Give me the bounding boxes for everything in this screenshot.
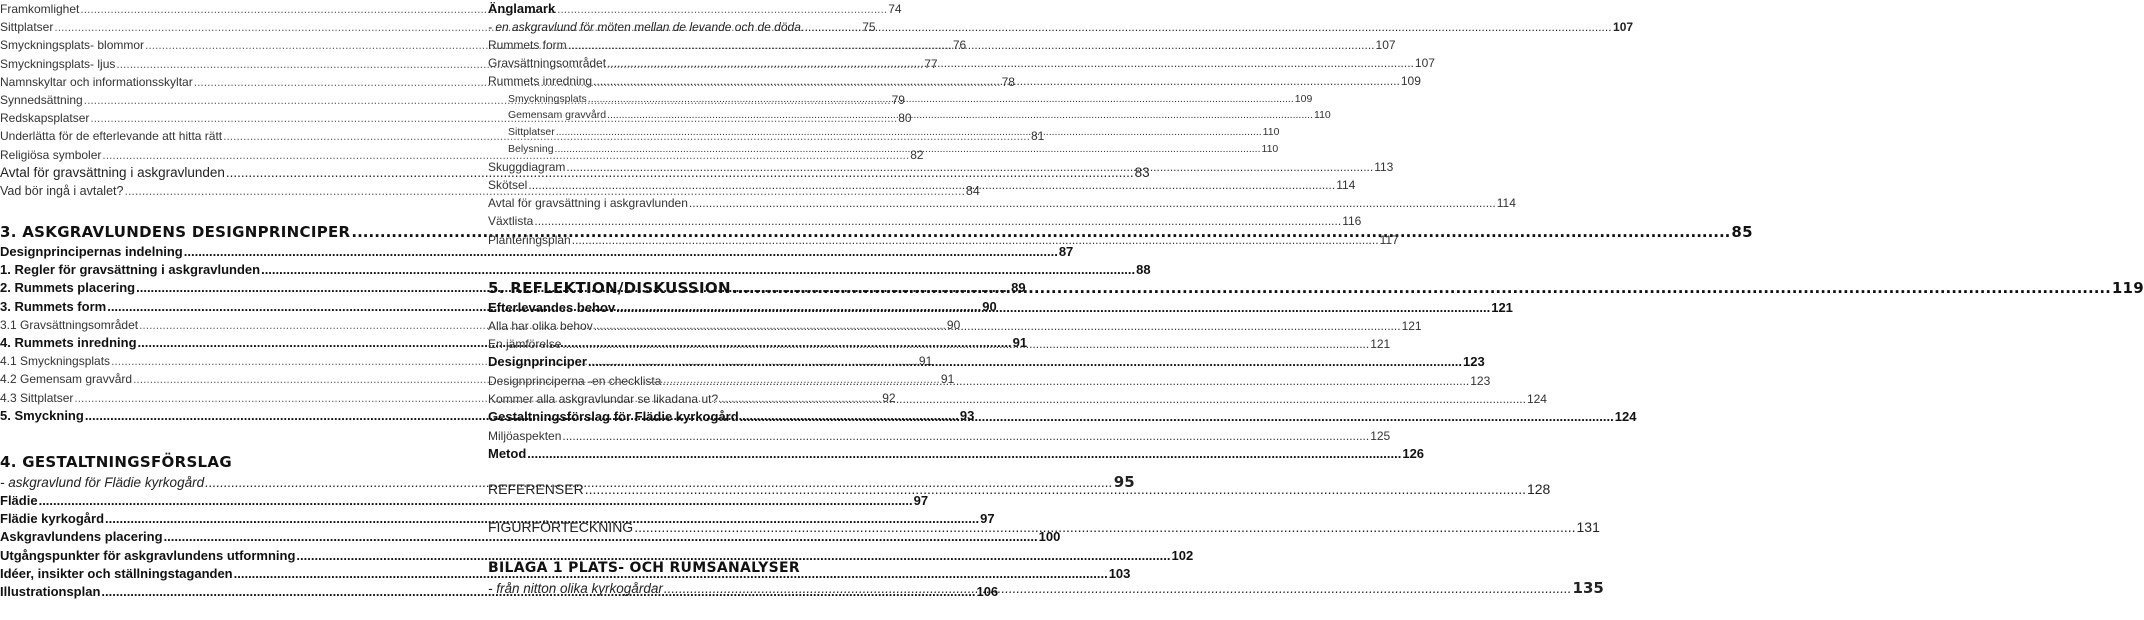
- toc-entry[interactable]: Metod ..... 126: [488, 445, 957, 463]
- toc-heading-anglamark[interactable]: Änglamark: [488, 1, 556, 16]
- toc-entry-vad[interactable]: Vad bör ingå i avtalet? ..... 84: [0, 182, 446, 200]
- toc-entry[interactable]: Designprincipernas indelning ..... 87: [0, 243, 446, 261]
- toc-entry[interactable]: Illustrationsplan ..... 106: [0, 583, 446, 601]
- toc-entry[interactable]: Rummets inredning ..... 109: [488, 72, 957, 90]
- toc-entry[interactable]: Kommer alla askgravlundar se likadana ut? ..... 124: [488, 390, 957, 408]
- toc-entry-figurforteckning[interactable]: FIGURFÖRTECKNING ..... 131: [488, 517, 957, 537]
- toc-entry[interactable]: 4.3 Sittplatser ..... 92: [0, 389, 446, 407]
- toc-entry[interactable]: Alla har olika behov ..... 121: [488, 317, 957, 335]
- toc-entry[interactable]: Smyckningsplats- blommor ..... 76: [0, 36, 446, 54]
- toc-heading-section-4[interactable]: 4. GESTALTNINGSFÖRSLAG: [0, 452, 232, 471]
- toc-entry[interactable]: Utgångspunkter för askgravlundens utformning ..... 102: [0, 547, 446, 565]
- toc-entry[interactable]: Gestaltningsförslag för Flädie kyrkogård ..... 124: [488, 408, 957, 426]
- toc-entry[interactable]: Växtlista ..... 116: [488, 212, 957, 230]
- toc-entry[interactable]: Flädie ..... 97: [0, 492, 446, 510]
- toc-entry[interactable]: Smyckningsplats ..... 109: [488, 91, 957, 108]
- toc-entry[interactable]: 5. Smyckning ..... 93: [0, 407, 446, 425]
- toc-entry[interactable]: 1. Regler för gravsättning i askgravlunden ..... 88: [0, 261, 446, 279]
- toc-entry-referenser[interactable]: REFERENSER ..... 128: [488, 479, 957, 499]
- toc-entry[interactable]: Belysning ..... 110: [488, 141, 957, 158]
- toc-entry[interactable]: Underlätta för de efterlevande att hitta rätt ..... 81: [0, 127, 446, 145]
- toc-entry[interactable]: Sittplatser ..... 75: [0, 18, 446, 36]
- toc-entry[interactable]: Avtal för gravsättning i askgravlunden ..... 114: [488, 194, 957, 212]
- toc-entry[interactable]: 4.2 Gemensam gravvård ..... 91: [0, 370, 446, 388]
- toc-entry[interactable]: 3. Rummets form ..... 90: [0, 298, 446, 316]
- toc-entry[interactable]: Synnedsättning ..... 79: [0, 91, 446, 109]
- toc-entry[interactable]: 4.1 Smyckningsplats ..... 91: [0, 352, 446, 370]
- toc-entry[interactable]: Redskapsplatser ..... 80: [0, 109, 446, 127]
- toc-entry[interactable]: 4. Rummets inredning ..... 91: [0, 334, 446, 352]
- toc-entry[interactable]: Gravsättningsområdet ..... 107: [488, 54, 957, 72]
- toc-entry[interactable]: Sittplatser ..... 110: [488, 124, 957, 141]
- toc-entry[interactable]: Flädie kyrkogård ..... 97: [0, 510, 446, 528]
- toc-entry[interactable]: 3.1 Gravsättningsområdet ..... 90: [0, 316, 446, 334]
- toc-entry[interactable]: Smyckningsplats- ljus ..... 77: [0, 55, 446, 73]
- toc-heading-section-5[interactable]: 5. REFLEKTION/DISKUSSION ..... 119: [488, 277, 957, 299]
- toc-entry[interactable]: Efterlevandes behov ..... 121: [488, 299, 957, 317]
- toc-entry[interactable]: En jämförelse ..... 121: [488, 335, 957, 353]
- toc-entry[interactable]: Skötsel ..... 114: [488, 176, 957, 194]
- toc-subtitle-anglamark[interactable]: - en askgravlund för möten mellan de levande och de döda. ..... 107: [488, 18, 957, 36]
- toc-entry[interactable]: Idéer, insikter och ställningstaganden ..... 103: [0, 565, 446, 583]
- toc-entry[interactable]: Skuggdiagram ..... 113: [488, 158, 957, 176]
- toc-entry[interactable]: Rummets form ..... 107: [488, 36, 957, 54]
- toc-entry[interactable]: Planteringsplan ..... 117: [488, 231, 957, 249]
- toc-entry[interactable]: Gemensam gravvård ..... 110: [488, 107, 957, 124]
- toc-entry[interactable]: Miljöaspekten ..... 125: [488, 427, 957, 445]
- toc-entry[interactable]: Namnskyltar och informationsskyltar ..... 78: [0, 73, 446, 91]
- toc-entry[interactable]: Designprinciper ..... 123: [488, 353, 957, 371]
- toc-entry[interactable]: Religiösa symboler ..... 82: [0, 146, 446, 164]
- toc-subtitle-bilaga[interactable]: - från nitton olika kyrkogårdar ..... 135: [488, 579, 957, 598]
- toc-entry-avtal[interactable]: Avtal för gravsättning i askgravlunden ..... 83: [0, 164, 446, 182]
- toc-subtitle-section-4[interactable]: - askgravlund för Flädie kyrkogård ..... 95: [0, 473, 446, 492]
- toc-entry[interactable]: 2. Rummets placering ..... 89: [0, 279, 446, 297]
- toc-entry[interactable]: Designprinciperna -en checklista ..... 123: [488, 372, 957, 390]
- toc-heading-section-3[interactable]: 3. ASKGRAVLUNDENS DESIGNPRINCIPER ..... 85: [0, 221, 446, 243]
- toc-entry[interactable]: Framkomlighet ..... 74: [0, 0, 446, 18]
- toc-entry[interactable]: Askgravlundens placering ..... 100: [0, 528, 446, 546]
- toc-heading-bilaga[interactable]: BILAGA 1 PLATS- OCH RUMSANALYSER: [488, 560, 800, 577]
